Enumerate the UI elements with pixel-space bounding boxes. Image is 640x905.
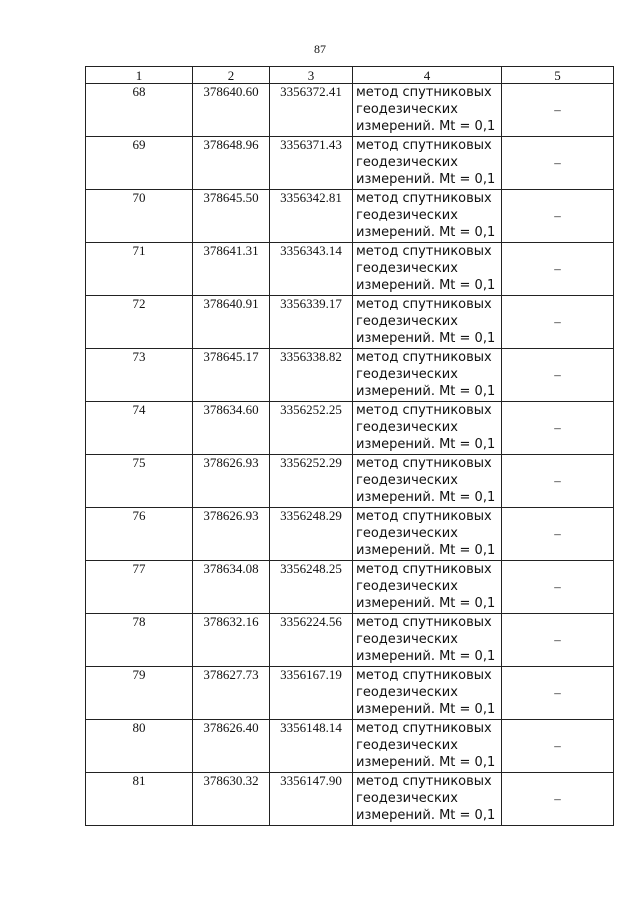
method-line: измерений. Mt = 0,1 bbox=[356, 225, 496, 240]
method-line: метод спутниковых bbox=[356, 403, 492, 418]
method-description bbox=[353, 137, 502, 190]
method-description bbox=[353, 508, 502, 561]
point-number: 77 bbox=[86, 561, 193, 614]
note-cell: – bbox=[502, 243, 614, 296]
point-number: 72 bbox=[86, 296, 193, 349]
note-cell: – bbox=[502, 720, 614, 773]
column-header-3: 3 bbox=[270, 67, 353, 84]
point-number: 80 bbox=[86, 720, 193, 773]
method-line: метод спутниковых bbox=[356, 562, 492, 577]
coordinate-y: 3356372.41 bbox=[270, 84, 353, 137]
coordinate-x: 378640.60 bbox=[193, 84, 270, 137]
point-number: 78 bbox=[86, 614, 193, 667]
coordinate-y: 3356252.25 bbox=[270, 402, 353, 455]
method-line: геодезических bbox=[356, 685, 458, 700]
coordinate-y: 3356248.29 bbox=[270, 508, 353, 561]
note-cell: – bbox=[502, 296, 614, 349]
method-line: геодезических bbox=[356, 738, 458, 753]
coordinate-x: 378634.08 bbox=[193, 561, 270, 614]
table-row bbox=[86, 243, 614, 296]
coordinate-y: 3356224.56 bbox=[270, 614, 353, 667]
page-number: 87 bbox=[314, 42, 326, 56]
method-line: измерений. Mt = 0,1 bbox=[356, 278, 496, 293]
method-line: измерений. Mt = 0,1 bbox=[356, 437, 496, 452]
coordinate-x: 378640.91 bbox=[193, 296, 270, 349]
method-line: метод спутниковых bbox=[356, 774, 492, 789]
coordinate-x: 378626.93 bbox=[193, 455, 270, 508]
method-description bbox=[353, 773, 502, 826]
method-line: метод спутниковых bbox=[356, 509, 492, 524]
table-row bbox=[86, 349, 614, 402]
coordinate-y: 3356371.43 bbox=[270, 137, 353, 190]
point-number: 70 bbox=[86, 190, 193, 243]
method-description bbox=[353, 296, 502, 349]
point-number: 69 bbox=[86, 137, 193, 190]
coordinate-y: 3356252.29 bbox=[270, 455, 353, 508]
method-description bbox=[353, 455, 502, 508]
method-line: метод спутниковых bbox=[356, 138, 492, 153]
note-cell: – bbox=[502, 190, 614, 243]
column-header-5: 5 bbox=[502, 67, 614, 84]
coordinate-y: 3356148.14 bbox=[270, 720, 353, 773]
coordinates-table bbox=[85, 66, 614, 826]
method-line: геодезических bbox=[356, 314, 458, 329]
coordinate-y: 3356248.25 bbox=[270, 561, 353, 614]
table-row bbox=[86, 137, 614, 190]
note-cell: – bbox=[502, 508, 614, 561]
method-line: метод спутниковых bbox=[356, 244, 492, 259]
method-description bbox=[353, 667, 502, 720]
note-cell: – bbox=[502, 667, 614, 720]
coordinate-x: 378632.16 bbox=[193, 614, 270, 667]
note-cell: – bbox=[502, 773, 614, 826]
table-row bbox=[86, 561, 614, 614]
method-line: измерений. Mt = 0,1 bbox=[356, 331, 496, 346]
table-row bbox=[86, 190, 614, 243]
method-line: измерений. Mt = 0,1 bbox=[356, 543, 496, 558]
coordinate-x: 378641.31 bbox=[193, 243, 270, 296]
table-row bbox=[86, 614, 614, 667]
method-line: измерений. Mt = 0,1 bbox=[356, 649, 496, 664]
method-description bbox=[353, 614, 502, 667]
method-line: измерений. Mt = 0,1 bbox=[356, 490, 496, 505]
method-line: геодезических bbox=[356, 420, 458, 435]
point-number: 74 bbox=[86, 402, 193, 455]
method-line: измерений. Mt = 0,1 bbox=[356, 755, 496, 770]
method-line: метод спутниковых bbox=[356, 191, 492, 206]
coordinate-x: 378627.73 bbox=[193, 667, 270, 720]
note-cell: – bbox=[502, 349, 614, 402]
method-line: метод спутниковых bbox=[356, 615, 492, 630]
method-line: геодезических bbox=[356, 102, 458, 117]
method-line: геодезических bbox=[356, 473, 458, 488]
method-line: измерений. Mt = 0,1 bbox=[356, 596, 496, 611]
table-row bbox=[86, 720, 614, 773]
table-row bbox=[86, 84, 614, 137]
column-header-2: 2 bbox=[193, 67, 270, 84]
column-header-4: 4 bbox=[353, 67, 502, 84]
coordinate-x: 378648.96 bbox=[193, 137, 270, 190]
coordinate-x: 378645.50 bbox=[193, 190, 270, 243]
table-row bbox=[86, 296, 614, 349]
note-cell: – bbox=[502, 455, 614, 508]
coordinate-y: 3356343.14 bbox=[270, 243, 353, 296]
method-line: геодезических bbox=[356, 367, 458, 382]
table-row bbox=[86, 402, 614, 455]
note-cell: – bbox=[502, 84, 614, 137]
coordinate-y: 3356167.19 bbox=[270, 667, 353, 720]
table-row bbox=[86, 773, 614, 826]
coordinate-y: 3356147.90 bbox=[270, 773, 353, 826]
method-description bbox=[353, 349, 502, 402]
table-row bbox=[86, 667, 614, 720]
table-row bbox=[86, 508, 614, 561]
method-line: геодезических bbox=[356, 791, 458, 806]
method-line: метод спутниковых bbox=[356, 350, 492, 365]
coordinate-x: 378645.17 bbox=[193, 349, 270, 402]
method-line: измерений. Mt = 0,1 bbox=[356, 119, 496, 134]
method-description bbox=[353, 402, 502, 455]
method-line: измерений. Mt = 0,1 bbox=[356, 384, 496, 399]
point-number: 81 bbox=[86, 773, 193, 826]
method-line: геодезических bbox=[356, 632, 458, 647]
point-number: 79 bbox=[86, 667, 193, 720]
method-line: геодезических bbox=[356, 261, 458, 276]
coordinate-x: 378626.40 bbox=[193, 720, 270, 773]
method-line: измерений. Mt = 0,1 bbox=[356, 808, 496, 823]
coordinate-y: 3356339.17 bbox=[270, 296, 353, 349]
coordinate-y: 3356342.81 bbox=[270, 190, 353, 243]
method-line: измерений. Mt = 0,1 bbox=[356, 702, 496, 717]
method-line: метод спутниковых bbox=[356, 721, 492, 736]
note-cell: – bbox=[502, 402, 614, 455]
method-line: метод спутниковых bbox=[356, 456, 492, 471]
note-cell: – bbox=[502, 614, 614, 667]
method-line: геодезических bbox=[356, 155, 458, 170]
coordinate-y: 3356338.82 bbox=[270, 349, 353, 402]
coordinate-x: 378626.93 bbox=[193, 508, 270, 561]
method-line: геодезических bbox=[356, 208, 458, 223]
method-description bbox=[353, 190, 502, 243]
note-cell: – bbox=[502, 561, 614, 614]
method-line: метод спутниковых bbox=[356, 85, 492, 100]
method-line: измерений. Mt = 0,1 bbox=[356, 172, 496, 187]
column-header-1: 1 bbox=[86, 67, 193, 84]
note-cell: – bbox=[502, 137, 614, 190]
method-description bbox=[353, 561, 502, 614]
point-number: 76 bbox=[86, 508, 193, 561]
method-line: метод спутниковых bbox=[356, 297, 492, 312]
method-line: геодезических bbox=[356, 526, 458, 541]
method-line: метод спутниковых bbox=[356, 668, 492, 683]
method-description bbox=[353, 243, 502, 296]
point-number: 68 bbox=[86, 84, 193, 137]
coordinate-x: 378634.60 bbox=[193, 402, 270, 455]
table-header-row bbox=[86, 67, 614, 84]
point-number: 75 bbox=[86, 455, 193, 508]
point-number: 73 bbox=[86, 349, 193, 402]
coordinate-x: 378630.32 bbox=[193, 773, 270, 826]
method-description bbox=[353, 720, 502, 773]
point-number: 71 bbox=[86, 243, 193, 296]
table-row bbox=[86, 455, 614, 508]
method-line: геодезических bbox=[356, 579, 458, 594]
method-description bbox=[353, 84, 502, 137]
